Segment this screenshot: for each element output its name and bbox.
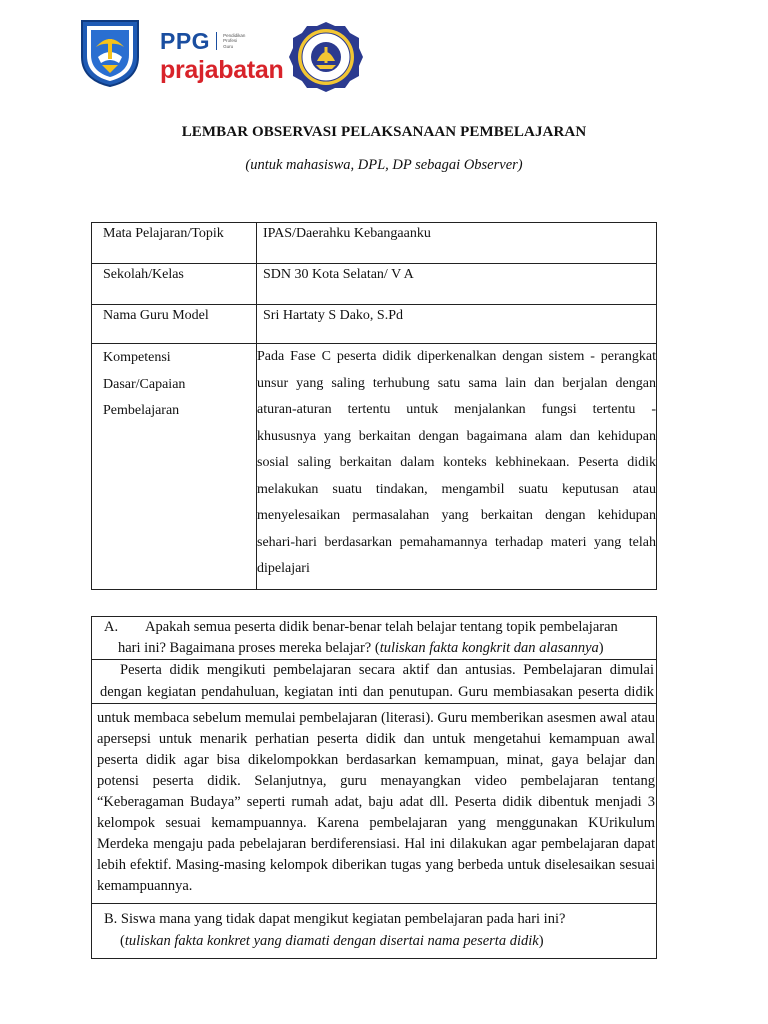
university-seal-logo [287,21,365,93]
document-title: LEMBAR OBSERVASI PELAKSANAAN PEMBELAJARAN [181,124,587,140]
ppg-wordmark: PPG [160,27,211,54]
question-a: A. Apakah semua peserta didik benar-benar telah belajar tentang topik pembelajaran hari ini? Bagaimana proses mereka belajar? (tuliskan fakta kongkrit dan alasannya) [104,619,618,656]
question-number: A. [104,619,119,635]
kompetensi-text: Pada Fase C peserta didik diperkenalkan dengan sistem - perangkat unsur yang saling terhubung satu sama lain dan berjalan dengan aturan-aturan tertentu untuk menjalankan fungsi tertentu - khususnya yang berkaitan dengan bagaimana alam dan kehidupan sosial saling berkaitan dalam konteks kebhinekaan. Peserta didik melakukan suatu tindakan, mengambil suatu keputusan atau menyelesaikan permasalahan yang berkaitan dengan kehidupan sehari-hari berdasarkan pemahamannya terhadap materi yang telah dipelajari [257,344,657,590]
identity-table [91,222,657,590]
table-row [92,305,657,344]
observation-box [91,616,657,959]
row-value: SDN 30 Kota Selatan/ V A [257,264,657,305]
logo-divider [216,32,217,50]
row-value: Sri Hartaty S Dako, S.Pd [257,305,657,344]
row-label: Sekolah/Kelas [92,264,257,305]
table-row [92,223,657,264]
answer-a-intro: Peserta didik mengikuti pembelajaran secara aktif dan antusias. Pembelajaran dimulai dengan kegiatan pendahuluan, kegiatan inti dan penutupan. Guru membiasakan peserta didik [92,659,656,703]
prajabatan-wordmark: prajabatan [160,56,284,84]
table-row [92,344,657,590]
question-b: B. Siswa mana yang tidak dapat mengikut kegiatan pembelajaran pada hari ini? (tuliskan fakta konkret yang diamati dengan disertai nama peserta didik) [92,903,656,958]
ppg-tagline: Pendidikan Profesi Guru [223,32,246,49]
row-value: IPAS/Daerahku Kebangaanku [257,223,657,264]
kompetensi-label: Kompetensi Dasar/Capaian Pembelajaran [92,344,257,590]
answer-a-text: untuk membaca sebelum memulai pembelajaran (literasi). Guru memberikan asesmen awal atau apersepsi untuk menarik perhatian peserta didik dan untuk mengetahui kemampuan awal peserta didik agar bisa dikelompokkan berdasarkan kemampuan, minat, gaya belajar dan potensi peserta didik. Selanjutnya, guru menayangkan video pembelajaran tentang “Keberagaman Budaya” seperti rumah adat, baju adat dll. Peserta didik dibentuk menjadi 3 kelompok sesuai kemampuannya. Karena pembelajaran yang menggunakan KUrikulum Merdeka mengaju pada pebelajaran berdiferensiasi. Hal ini dilakukan agar pembelajaran dapat lebih efektif. Masing-masing kelompok diberikan tugas yang berbeda untuk diselesaikan sesuai kemampuannya. [92,703,656,903]
tut-wuri-handayani-logo [74,17,146,87]
document-subtitle: (untuk mahasiswa, DPL, DP sebagai Observer) [245,157,523,173]
ppg-prajabatan-logo [160,28,282,88]
table-row [92,264,657,305]
row-label: Mata Pelajaran/Topik [92,223,257,264]
row-label: Nama Guru Model [92,305,257,344]
